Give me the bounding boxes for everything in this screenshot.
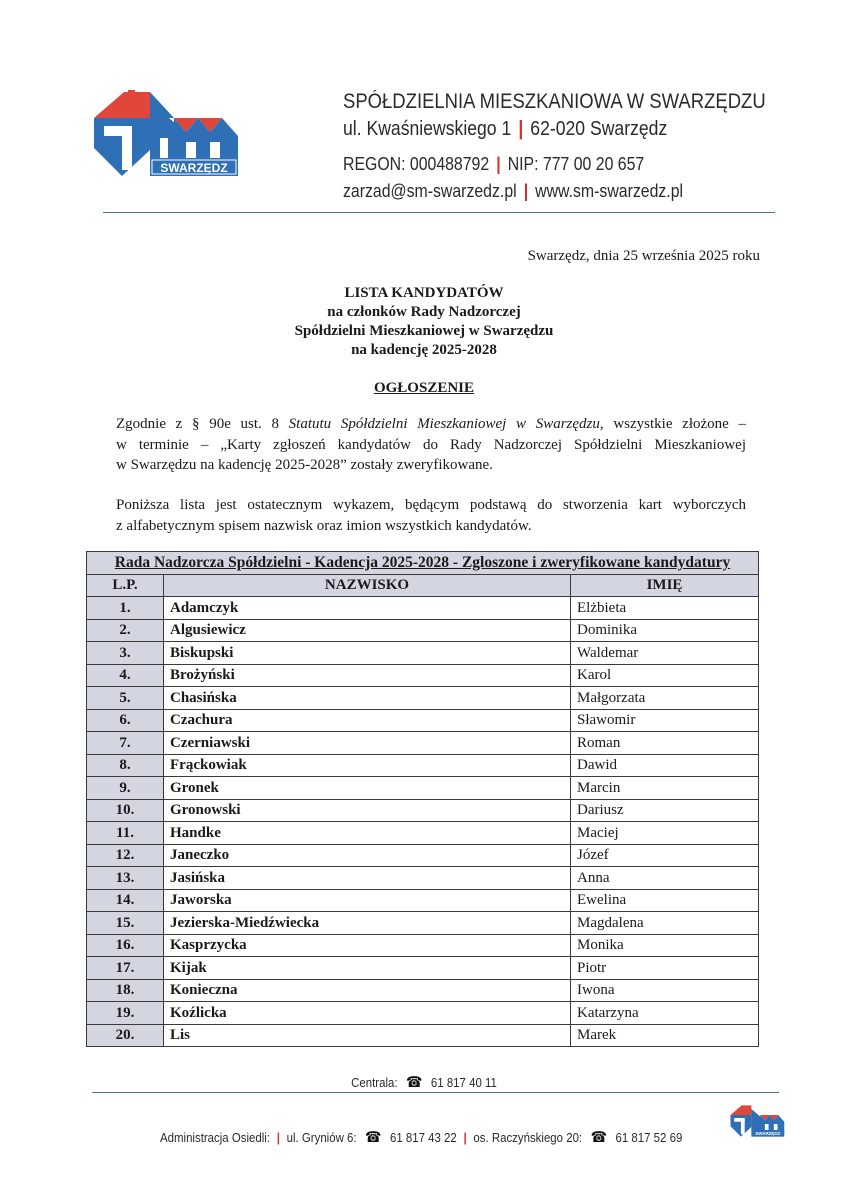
paragraph-line: z alfabetycznym spisem nazwisk oraz imion wszystkich kandydatów. (116, 517, 532, 534)
row-number: 16. (87, 934, 164, 957)
table-row (87, 619, 759, 642)
candidates-table (86, 551, 759, 1047)
first-name-cell: Dawid (571, 754, 759, 777)
table-row (87, 597, 759, 620)
row-number: 1. (87, 597, 164, 620)
contact-line (343, 181, 683, 202)
column-header-lp: L.P. (87, 574, 164, 597)
paragraph-verification (116, 414, 746, 476)
table-row (87, 732, 759, 755)
column-header-first-name: IMIĘ (571, 574, 759, 597)
phone-icon: ☎ (406, 1074, 423, 1091)
surname-cell: Biskupski (164, 642, 571, 665)
logo-text: SWARZĘDZ (755, 1131, 781, 1137)
surname-cell: Kijak (164, 957, 571, 980)
table-row (87, 687, 759, 710)
row-number: 10. (87, 799, 164, 822)
text: , wszystkie złożone – (599, 416, 746, 432)
table-row (87, 889, 759, 912)
row-number: 11. (87, 822, 164, 845)
row-number: 12. (87, 844, 164, 867)
table-row (87, 822, 759, 845)
first-name-cell: Józef (571, 844, 759, 867)
first-name-cell: Monika (571, 934, 759, 957)
street: ul. Kwaśniewskiego 1 (343, 118, 512, 140)
table-row (87, 799, 759, 822)
first-name-cell: Piotr (571, 957, 759, 980)
central-label: Centrala: (351, 1075, 398, 1090)
paragraph-line: w Swarzędzu na kadencję 2025-2028” zostały zweryfikowane. (116, 457, 493, 473)
heading-line: LISTA KANDYDATÓW (344, 285, 504, 301)
paragraph-line: w terminie – „Karty zgłoszeń kandydatów do Rady Nadzorczej Spółdzielni Mieszkaniowej (116, 436, 746, 453)
first-name-cell: Marcin (571, 777, 759, 800)
row-number: 17. (87, 957, 164, 980)
table-row (87, 934, 759, 957)
column-header-surname: NAZWISKO (164, 574, 571, 597)
surname-cell: Jaworska (164, 889, 571, 912)
office2-phone[interactable]: 61 817 52 69 (615, 1130, 683, 1145)
surname-cell: Brożyński (164, 664, 571, 687)
surname-cell: Czerniawski (164, 732, 571, 755)
document-heading (0, 284, 848, 360)
office1-label: ul. Gryniów 6: (286, 1130, 357, 1145)
row-number: 18. (87, 979, 164, 1002)
footer-divider (92, 1092, 779, 1093)
separator: | (496, 154, 501, 174)
phone-icon: ☎ (365, 1129, 382, 1146)
row-number: 8. (87, 754, 164, 777)
row-number: 6. (87, 709, 164, 732)
table-body (87, 597, 759, 1047)
row-number: 5. (87, 687, 164, 710)
central-phone[interactable]: 61 817 40 11 (430, 1075, 497, 1090)
heading-line: na kadencję 2025-2028 (351, 342, 497, 358)
first-name-cell: Maciej (571, 822, 759, 845)
central-phone-line (51, 1073, 797, 1091)
heading-line: Spółdzielni Mieszkaniowej w Swarzędzu (294, 323, 554, 339)
footer-logo (729, 1103, 785, 1139)
table-row (87, 979, 759, 1002)
separator: | (463, 1130, 467, 1145)
first-name-cell: Sławomir (571, 709, 759, 732)
table-row (87, 777, 759, 800)
website-link[interactable]: www.sm-swarzedz.pl (535, 181, 684, 201)
separator: | (276, 1130, 280, 1145)
first-name-cell: Roman (571, 732, 759, 755)
office1-phone[interactable]: 61 817 43 22 (389, 1130, 457, 1145)
row-number: 20. (87, 1024, 164, 1047)
table-row (87, 709, 759, 732)
table-row (87, 867, 759, 890)
surname-cell: Adamczyk (164, 597, 571, 620)
registration-line (343, 154, 644, 175)
first-name-cell: Katarzyna (571, 1002, 759, 1025)
table-row (87, 844, 759, 867)
table-row (87, 1002, 759, 1025)
surname-cell: Koźlicka (164, 1002, 571, 1025)
row-number: 7. (87, 732, 164, 755)
surname-cell: Czachura (164, 709, 571, 732)
row-number: 9. (87, 777, 164, 800)
separator: | (518, 118, 524, 140)
table-row (87, 664, 759, 687)
table-title: Rada Nadzorcza Spółdzielni - Kadencja 2025-2028 - Zgloszone i zweryfikowane kandydatury (87, 552, 759, 575)
row-number: 13. (87, 867, 164, 890)
admin-label: Administracja Osiedli: (160, 1130, 270, 1145)
nip: NIP: 777 00 20 657 (507, 154, 645, 174)
admin-offices-line (160, 1128, 682, 1146)
postal-code: 62-020 Swarzędz (530, 118, 668, 140)
paragraph-line: Poniższa lista jest ostatecznym wykazem, będącym podstawą do stworzenia kart wyborczych (116, 497, 746, 513)
surname-cell: Kasprzycka (164, 934, 571, 957)
surname-cell: Chasińska (164, 687, 571, 710)
first-name-cell: Magdalena (571, 912, 759, 935)
surname-cell: Lis (164, 1024, 571, 1047)
first-name-cell: Małgorzata (571, 687, 759, 710)
first-name-cell: Marek (571, 1024, 759, 1047)
logo (90, 88, 240, 180)
table-row (87, 912, 759, 935)
surname-cell: Gronowski (164, 799, 571, 822)
first-name-cell: Waldemar (571, 642, 759, 665)
paragraph-list-info (116, 495, 746, 536)
row-number: 19. (87, 1002, 164, 1025)
surname-cell: Algusiewicz (164, 619, 571, 642)
email-link[interactable]: zarzad@sm-swarzedz.pl (343, 181, 517, 201)
row-number: 3. (87, 642, 164, 665)
paragraph-line (116, 414, 746, 435)
surname-cell: Frąckowiak (164, 754, 571, 777)
row-number: 14. (87, 889, 164, 912)
first-name-cell: Dominika (571, 619, 759, 642)
surname-cell: Jezierska-Miedźwiecka (164, 912, 571, 935)
table-row (87, 754, 759, 777)
separator: | (523, 181, 529, 201)
surname-cell: Konieczna (164, 979, 571, 1002)
surname-cell: Jasińska (164, 867, 571, 890)
address-line (343, 118, 667, 141)
surname-cell: Handke (164, 822, 571, 845)
table-row (87, 957, 759, 980)
surname-cell: Janeczko (164, 844, 571, 867)
header-divider (103, 212, 775, 213)
table-row (87, 642, 759, 665)
surname-cell: Gronek (164, 777, 571, 800)
first-name-cell: Karol (571, 664, 759, 687)
first-name-cell: Ewelina (571, 889, 759, 912)
logo-text: SWARZĘDZ (160, 161, 228, 175)
first-name-cell: Anna (571, 867, 759, 890)
office2-label: os. Raczyńskiego 20: (473, 1130, 583, 1145)
text: Zgodnie z § 90e ust. 8 (116, 416, 289, 432)
date-line: Swarzędz, dnia 25 września 2025 roku (527, 248, 760, 264)
phone-icon: ☎ (590, 1129, 608, 1146)
first-name-cell: Elżbieta (571, 597, 759, 620)
row-number: 15. (87, 912, 164, 935)
first-name-cell: Iwona (571, 979, 759, 1002)
table-row (87, 1024, 759, 1047)
statute-reference: Statutu Spółdzielni Mieszkaniowej w Swarzędzu (288, 416, 600, 432)
heading-line: na członków Rady Nadzorczej (327, 304, 521, 320)
announcement-title: OGŁOSZENIE (373, 380, 475, 396)
row-number: 4. (87, 664, 164, 687)
row-number: 2. (87, 619, 164, 642)
first-name-cell: Dariusz (571, 799, 759, 822)
organization-name: SPÓŁDZIELNIA MIESZKANIOWA W SWARZĘDZU (343, 90, 766, 113)
regon: REGON: 000488792 (343, 154, 490, 174)
